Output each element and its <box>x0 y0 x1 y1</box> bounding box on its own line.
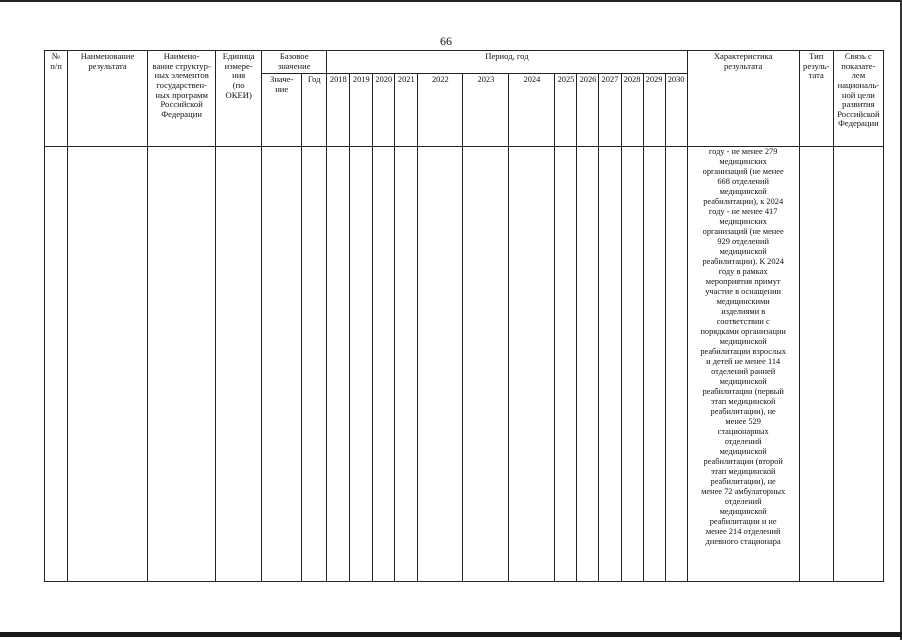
header-result-name: Наименование результата <box>68 51 148 147</box>
header-year: 2023 <box>463 74 509 147</box>
cell-result-name <box>68 147 148 582</box>
header-year: 2020 <box>373 74 395 147</box>
page-bottom-edge <box>0 632 902 637</box>
header-year: 2025 <box>555 74 577 147</box>
cell-year-value <box>509 147 555 582</box>
cell-year-value <box>350 147 373 582</box>
header-struct-name: Наимено- вание структур- ных элементов государствен- ных программ Российской Федерации <box>148 51 216 147</box>
cell-year-value <box>463 147 509 582</box>
header-year: 2018 <box>327 74 350 147</box>
header-link: Связь с показате- лем националь- ной цели развития Российской Федерации <box>833 51 883 147</box>
header-year: 2026 <box>577 74 599 147</box>
cell-year-value <box>665 147 687 582</box>
header-base: Базовое значение <box>262 51 327 74</box>
cell-num <box>45 147 68 582</box>
header-year: 2029 <box>643 74 665 147</box>
cell-year-value <box>418 147 463 582</box>
cell-base-value <box>262 147 302 582</box>
header-unit: Единица измере- ния (по ОКЕИ) <box>216 51 262 147</box>
header-year: 2024 <box>509 74 555 147</box>
header-year: 2019 <box>350 74 373 147</box>
header-year: 2030 <box>665 74 687 147</box>
cell-unit <box>216 147 262 582</box>
cell-year-value <box>555 147 577 582</box>
cell-year-value <box>643 147 665 582</box>
header-year: 2028 <box>621 74 643 147</box>
header-base-year: Год <box>302 74 327 147</box>
header-type: Тип резуль- тата <box>799 51 833 147</box>
cell-year-value <box>395 147 418 582</box>
cell-struct-name <box>148 147 216 582</box>
header-period: Период, год <box>327 51 687 74</box>
cell-link <box>833 147 883 582</box>
results-table <box>44 50 884 582</box>
cell-base-year <box>302 147 327 582</box>
table-row <box>45 147 884 582</box>
cell-type <box>799 147 833 582</box>
header-year: 2021 <box>395 74 418 147</box>
page-number: 66 <box>440 34 452 48</box>
header-year: 2027 <box>599 74 621 147</box>
cell-year-value <box>599 147 621 582</box>
header-year: 2022 <box>418 74 463 147</box>
header-base-value: Значе- ние <box>262 74 302 147</box>
cell-year-value <box>327 147 350 582</box>
cell-year-value <box>621 147 643 582</box>
cell-year-value <box>577 147 599 582</box>
cell-year-value <box>373 147 395 582</box>
page-top-edge <box>0 0 902 2</box>
cell-characteristic: году - не менее 279 медицинских организаций (не менее 668 отделений медицинской реабилитации), к 2024 году - не менее 417 медицинских организаций (не менее 929 отделений медицинской реабилитации). К 2024 году в рамках мероприятия примут участие в оснащении медицинскими изделиями в соответствии с порядками организации медицинской реабилитации взрослых и детей не менее 114 отделений ранней медицинской реабилитации (первый этап медицинской реабилитации), не менее 529 стационарных отделений медицинской реабилитации (второй этап медицинской реабилитации), не менее 72 амбулаторных отделений медицинской реабилитации и не менее 214 отделений дневного стационара <box>687 147 799 582</box>
header-characteristic: Характеристика результата <box>687 51 799 147</box>
header-num: № п/п <box>45 51 68 147</box>
